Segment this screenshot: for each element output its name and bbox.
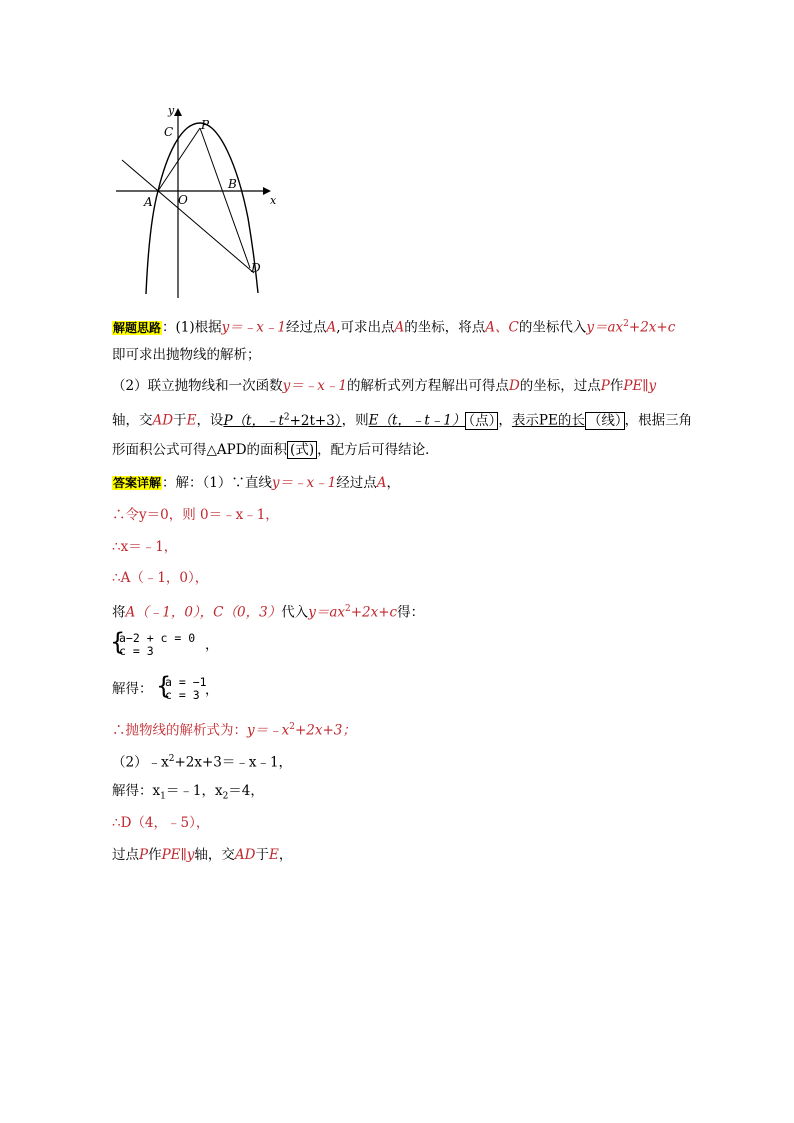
thinking-line-3: （2）联立抛物线和一次函数y＝﹣x﹣1的解析式列方程解出可得点D的坐标，过点P作PE∥y [112,378,657,394]
system-2-row-1: a = −1 [165,675,207,689]
label-y: y [168,104,175,117]
label-a: A [144,195,153,209]
answer-line-2: ∴令y＝0，则 0＝﹣x﹣1， [112,507,279,523]
system-2-tail: ， [205,682,219,698]
parabola-figure [108,98,288,300]
answer-line-3: ∴x＝﹣1， [112,539,178,555]
thinking-line-4: 轴，交AD于E，设P（t，$﹣t^2+2t+3$），则E（t，﹣t﹣1） （点） ，表示PE的长 （线） ，根据三角 [112,412,693,429]
thinking-line-2: 即可求出抛物线的解析； [112,347,261,363]
parabola-curve [146,123,258,294]
answer-line-11: ∴D（4，﹣5）， [112,815,210,831]
label-x: x [270,194,277,207]
answer-line-8: ∴抛物线的解析式为：$y=﹣x^2+2x+3$； [112,722,356,739]
thinking-tag: 解题思路 [113,320,162,335]
answer-line-7: 解得： [112,681,153,697]
answer-line-1: 答案详解：解：（1）∵直线y＝﹣x﹣1经过点A， [113,475,400,491]
label-b: B [228,177,237,191]
answer-line-4: ∴A（﹣1，0）， [112,570,209,586]
system-1-tail: ， [205,637,219,653]
label-p: P [201,118,210,132]
system-2-row-2: c = 3 [165,688,200,702]
answer-line-9: $(2)﹣x^2+2x+3=﹣x﹣1$， [112,754,293,771]
y-axis-arrow [174,108,182,116]
label-d: D [251,261,261,275]
segment-pd [200,128,250,268]
answer-tag: 答案详解 [113,476,162,490]
label-c: C [164,125,174,139]
thinking-line-1: 解题思路：(1)根据y＝﹣x﹣1经过点A,可求出点A的坐标，将点A、C的坐标代入$y=ax^2+2x+c$ [113,319,676,336]
thinking-line-5: 形面积公式可得△APD的面积 (式) ，配方后可得结论． [112,442,439,458]
answer-line-5: 将A（﹣1，0），C（0，3）代入$y=ax^2+2x+c$得： [112,604,425,621]
system-1-brace: { [110,628,126,656]
label-o: O [178,193,188,207]
system-1-row-1: a−2 + c = 0 [119,631,196,645]
answer-line-12: 过点P作PE∥y轴，交AD于E， [112,847,293,863]
system-1-row-2: c = 3 [119,644,154,658]
answer-line-10: 解得：$x_1=﹣1$，$x_2=4$， [112,783,264,802]
system-2-brace: { [156,672,172,700]
